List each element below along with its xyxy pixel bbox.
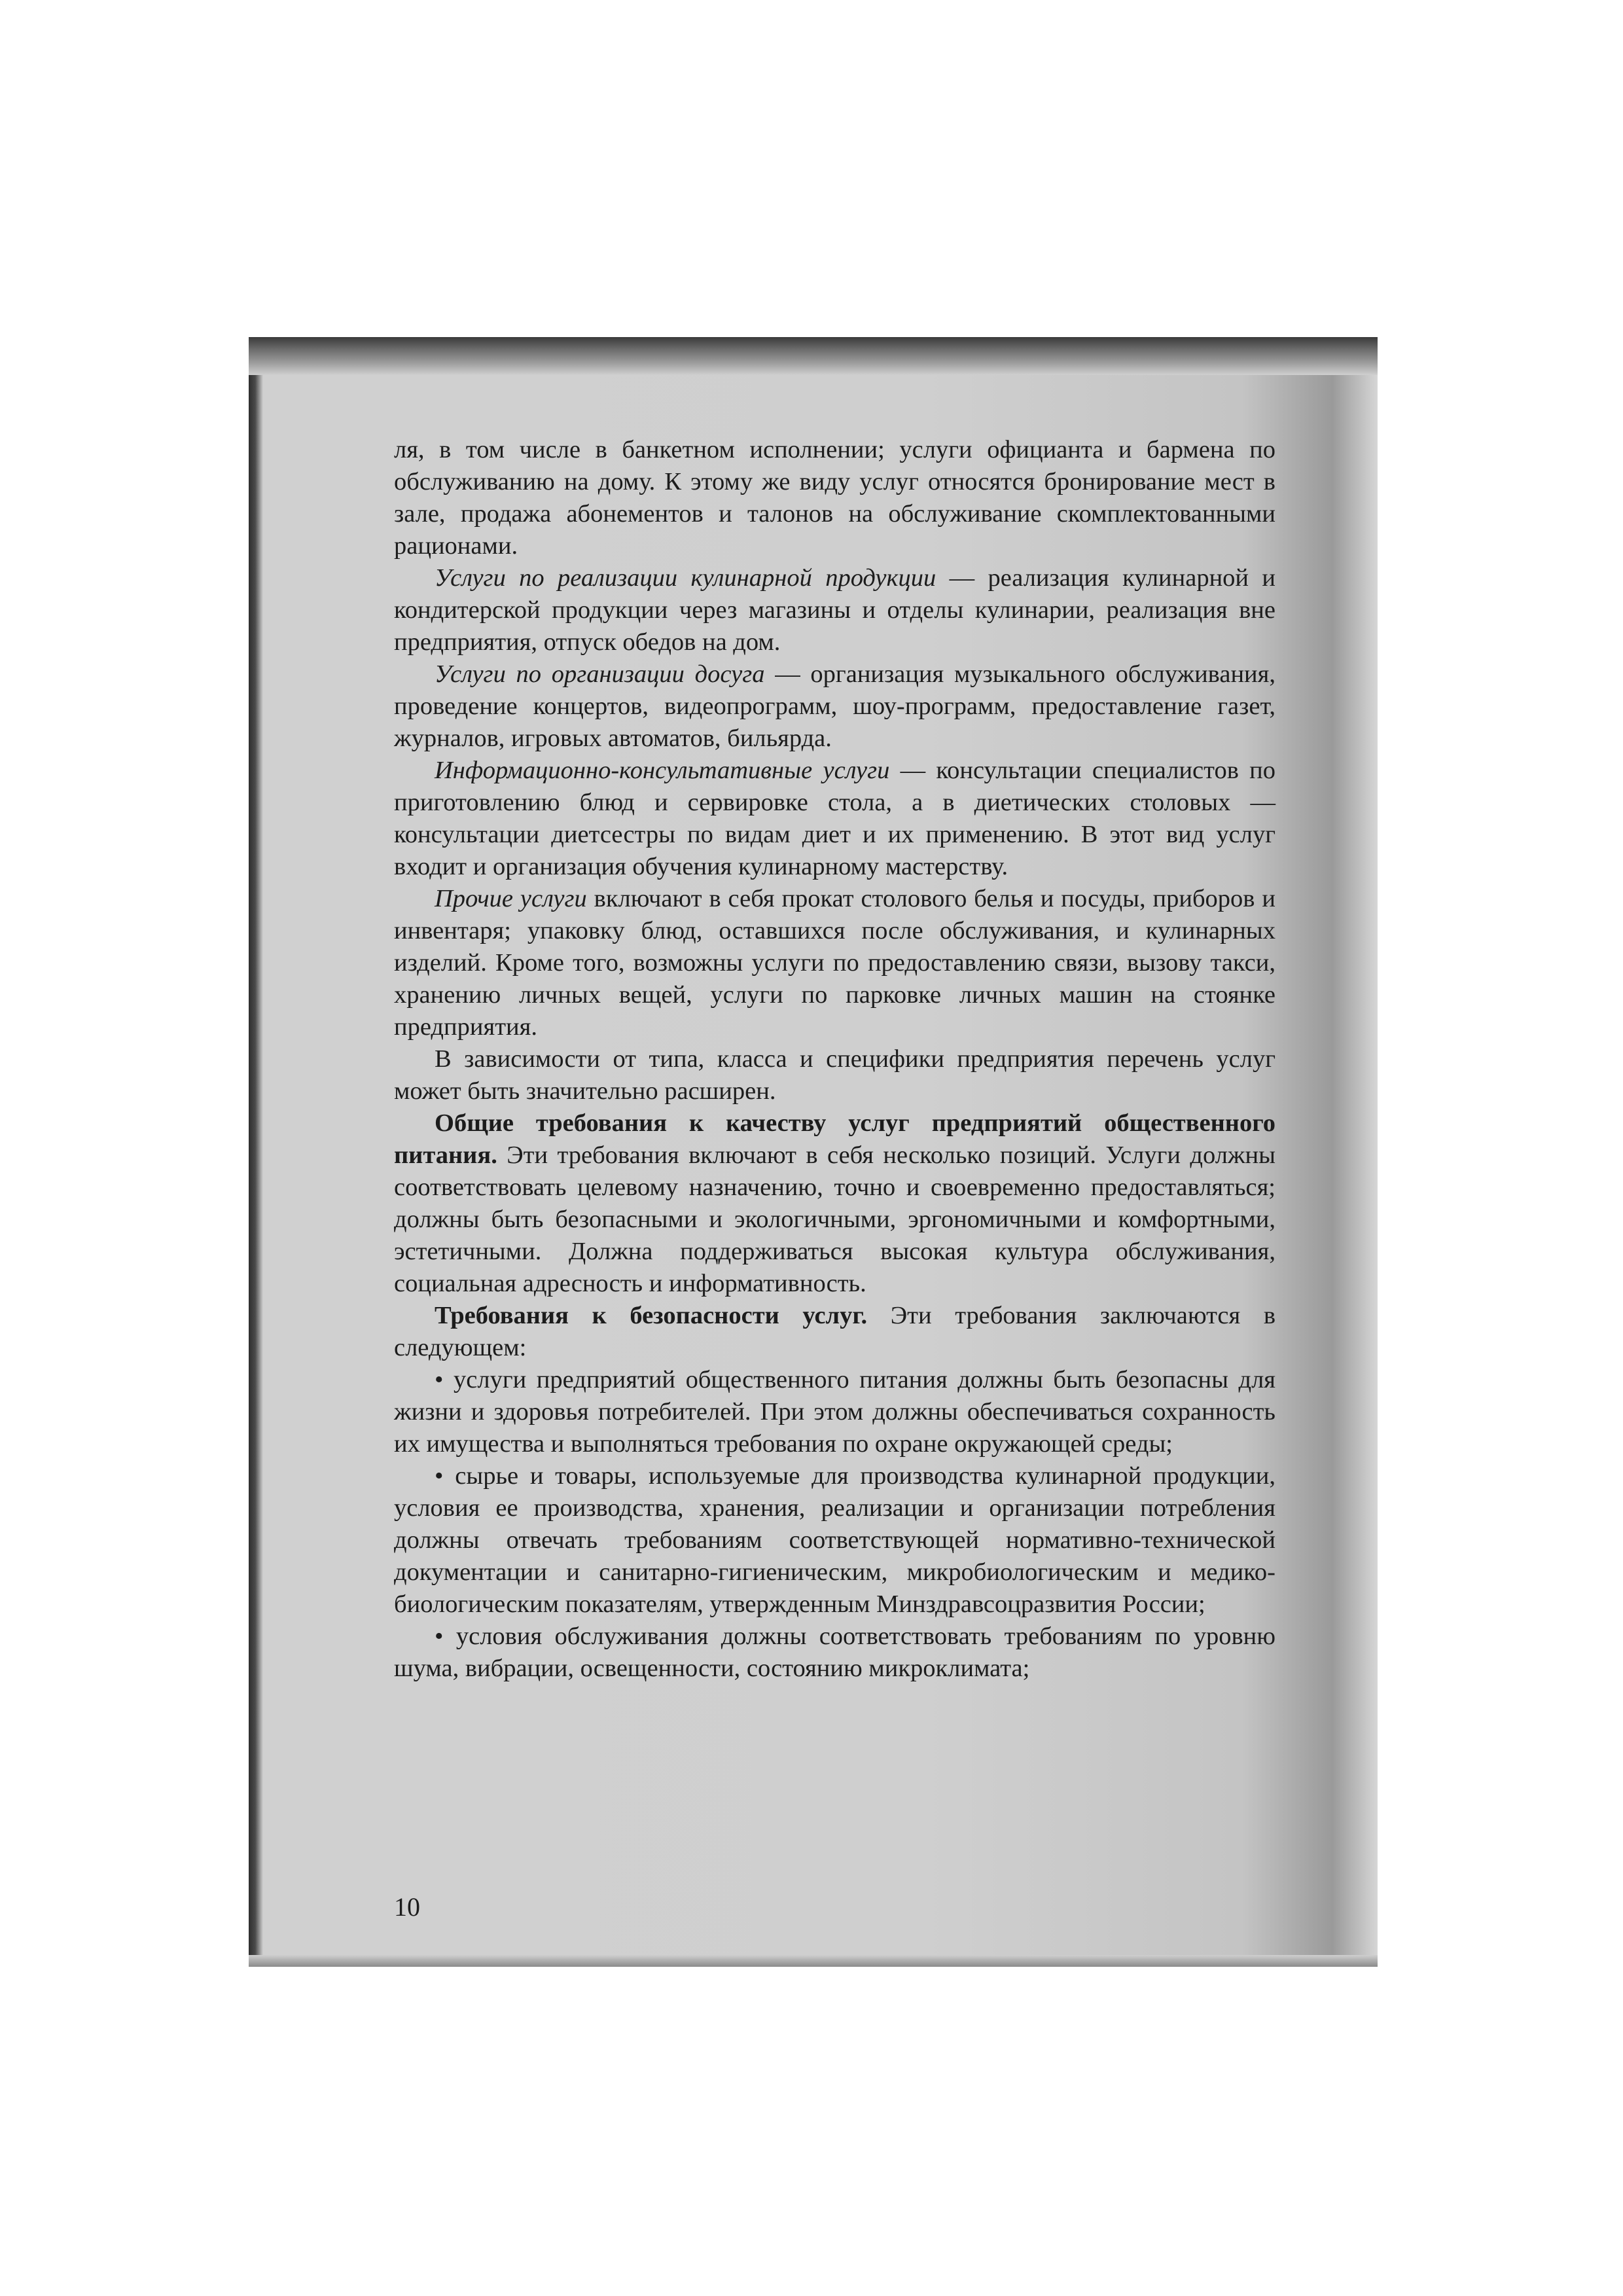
paragraph	[394, 658, 1275, 755]
paragraph-text: Эти требования включают в себя несколько позиций. Услуги должны соответствовать целевому назначению, точно и своевременно предоставляться; должны быть безопасными и экологичными, эргономичными и комфортными, эстетичными. Должна поддерживаться высокая культура обслуживания, социальная адресность и информативность.	[394, 1141, 1275, 1297]
page-number: 10	[394, 1892, 420, 1922]
paragraph-text: ля, в том числе в банкетном исполнении; услуги официанта и бармена по обслуживанию на дому. К этому же виду услуг относятся бронирование мест в зале, продажа абонементов и талонов на обслуживание скомплектованными рационами.	[394, 436, 1275, 560]
scan-top-shadow	[249, 337, 1378, 375]
body-text	[394, 434, 1275, 1685]
paragraph-text: — консультации специалистов по приготовлению блюд и сервировке стола, а в диетических столовых — консультации диетсестры по видам диет и их применению. В этот вид услуг входит и организация обучения кулинарному мастерству.	[394, 757, 1275, 880]
paragraph	[394, 883, 1275, 1043]
paragraph-text: включают в себя прокат столового белья и посуды, приборов и инвентаря; упаковку блюд, оставшихся после обслуживания, и кулинарных изделий. Кроме того, возможны услуги по предоставлению связи, вызову такси, хранению личных вещей, услуги по парковке личных машин на стоянке предприятия.	[394, 885, 1275, 1041]
paragraph-text: — организация музыкального обслуживания, проведение концертов, видеопрограмм, шоу-программ, предоставление газет, журналов, игровых автоматов, бильярда.	[394, 660, 1275, 752]
paragraph-text: услуги предприятий общественного питания должны быть безопасны для жизни и здоровья потребителей. При этом должны обеспечиваться сохранность их имущества и выполняться требования по охране окружающей среды;	[394, 1366, 1275, 1458]
scanned-page	[249, 337, 1378, 1967]
paragraph	[394, 1043, 1275, 1107]
bullet-icon: •	[435, 1366, 454, 1393]
paragraph	[394, 1300, 1275, 1364]
paragraph-text: В зависимости от типа, класса и специфики предприятия перечень услуг может быть значительно расширен.	[394, 1045, 1275, 1105]
bullet-item	[394, 1621, 1275, 1685]
paragraph-text: сырье и товары, используемые для производства кулинарной продукции, условия ее производства, хранения, реализации и организации потребления должны отвечать требованиям соответствующей нормативно-технической документации и санитарно-гигиеническим, микробиологическим и медико-биологическим показателям, утвержденным Минздравсоцразвития России;	[394, 1462, 1275, 1618]
bullet-item	[394, 1460, 1275, 1621]
bullet-icon: •	[435, 1623, 456, 1650]
paragraph-text: — реализация кулинарной и кондитерской продукции через магазины и отделы кулинарии, реализация вне предприятия, отпуск обедов на дом.	[394, 564, 1275, 656]
paragraph-text: Эти требования заключаются в следующем:	[394, 1302, 1275, 1361]
paragraph	[394, 1107, 1275, 1300]
bullet-item	[394, 1364, 1275, 1460]
paragraph	[394, 434, 1275, 562]
paragraph-lead: Информационно-консультативные услуги	[435, 757, 890, 784]
paragraph-lead: Требования к безопасности услуг.	[435, 1302, 868, 1329]
bullet-icon: •	[435, 1462, 455, 1490]
paragraph-lead: Услуги по реализации кулинарной продукции	[435, 564, 936, 592]
paragraph-lead: Общие требования к качеству услуг предприятий общественного питания.	[394, 1109, 1275, 1169]
scan-bottom-shadow	[249, 1955, 1378, 1967]
paragraph	[394, 755, 1275, 883]
paragraph-lead: Услуги по организации досуга	[435, 660, 765, 688]
paragraph-lead: Прочие услуги	[435, 885, 587, 912]
paragraph	[394, 562, 1275, 658]
paragraph-text: условия обслуживания должны соответствовать требованиям по уровню шума, вибрации, освещенности, состоянию микроклимата;	[394, 1623, 1275, 1682]
